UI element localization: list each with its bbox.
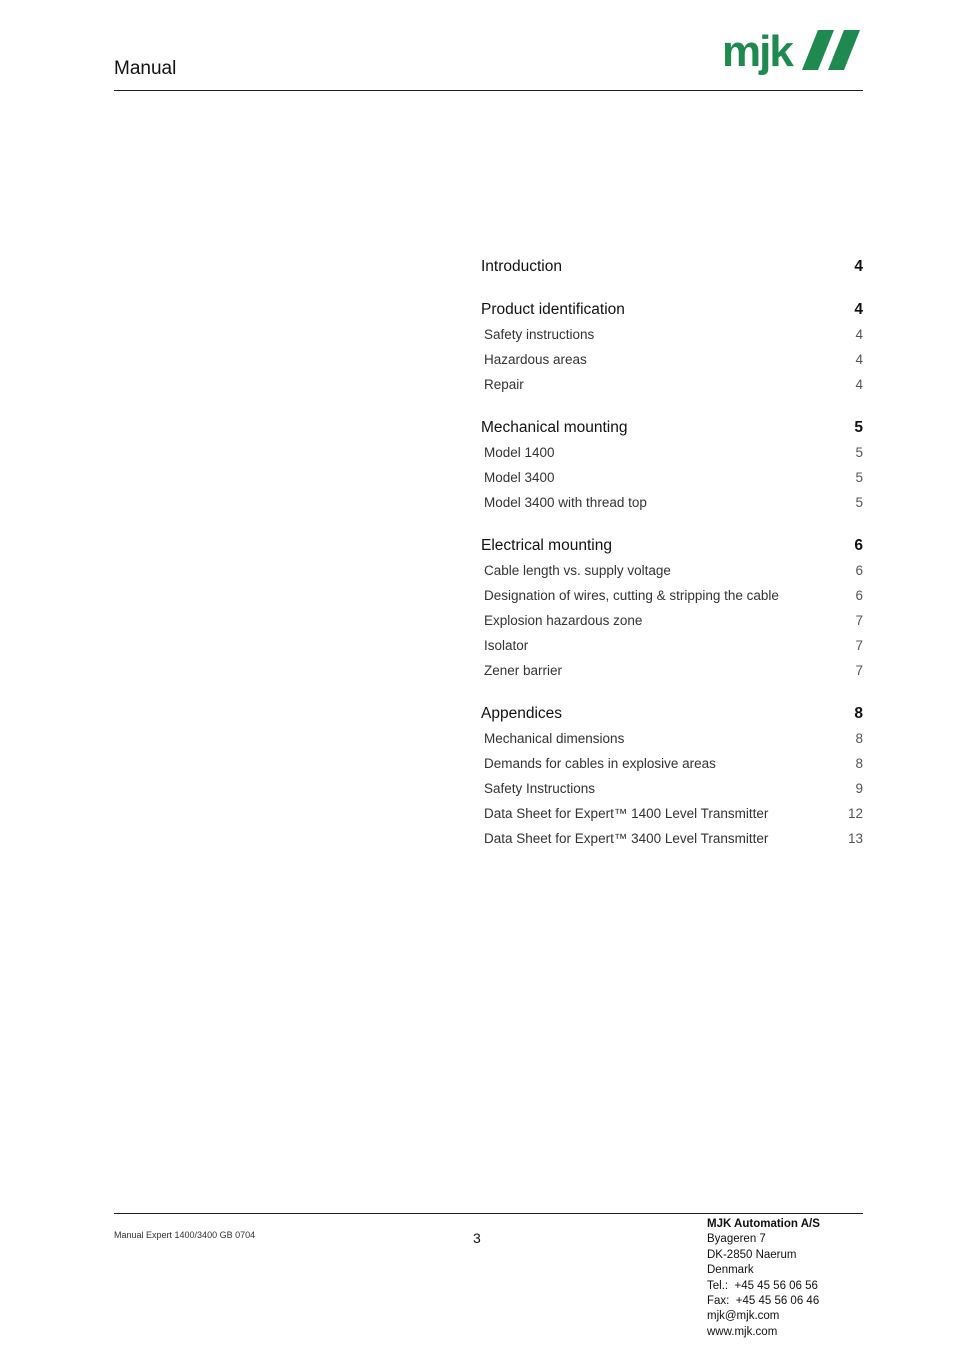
toc-section	[481, 705, 863, 856]
company-name: MJK Automation A/S	[707, 1218, 820, 1230]
toc-entry-label: Safety instructions	[484, 327, 595, 342]
toc-entry-page: 9	[855, 781, 863, 796]
toc-heading	[481, 705, 863, 731]
address-country: Denmark	[707, 1264, 754, 1277]
toc-entry-page: 13	[847, 831, 863, 846]
toc-entry-page: 6	[855, 588, 863, 603]
toc-entry-page: 4	[855, 377, 863, 392]
toc-heading-page: 4	[854, 258, 863, 275]
toc-entry-page: 5	[855, 445, 863, 460]
toc-entry	[481, 781, 863, 806]
table-of-contents	[481, 258, 863, 873]
toc-entry-label: Model 1400	[484, 445, 555, 460]
toc-heading-page: 8	[854, 705, 863, 722]
toc-entry-page: 8	[855, 731, 863, 746]
address-city: DK-2850 Naerum	[707, 1248, 797, 1261]
email-address: mjk@mjk.com	[707, 1310, 780, 1323]
toc-entry-page: 8	[855, 756, 863, 771]
toc-heading-label: Introduction	[481, 258, 562, 275]
toc-entry	[481, 613, 863, 638]
toc-entry	[481, 638, 863, 663]
toc-heading	[481, 258, 863, 284]
company-address	[707, 1217, 820, 1340]
toc-entry-page: 12	[847, 806, 863, 821]
phone-number: Tel.: +45 45 56 06 56	[707, 1279, 818, 1292]
toc-entry-label: Hazardous areas	[484, 352, 587, 367]
toc-entry	[481, 445, 863, 470]
toc-heading-label: Mechanical mounting	[481, 419, 628, 436]
toc-entry-label: Model 3400	[484, 470, 555, 485]
toc-entry-page: 4	[855, 352, 863, 367]
mjk-logo	[722, 26, 864, 82]
toc-entry-page: 6	[855, 563, 863, 578]
toc-entry	[481, 352, 863, 377]
toc-entry	[481, 731, 863, 756]
toc-heading	[481, 301, 863, 327]
toc-heading	[481, 419, 863, 445]
toc-heading-page: 6	[854, 537, 863, 554]
toc-entry	[481, 327, 863, 352]
toc-entry-label: Isolator	[484, 638, 529, 653]
toc-entry-page: 7	[855, 663, 863, 678]
website: www.mjk.com	[707, 1325, 778, 1338]
toc-entry-label: Cable length vs. supply voltage	[484, 563, 671, 578]
toc-entry	[481, 831, 863, 856]
toc-section	[481, 537, 863, 688]
fax-number: Fax: +45 45 56 06 46	[707, 1295, 820, 1308]
toc-heading	[481, 537, 863, 563]
toc-entry-label: Model 3400 with thread top	[484, 495, 647, 510]
header-title: Manual	[114, 58, 177, 79]
toc-section	[481, 419, 863, 520]
toc-entry-label: Repair	[484, 377, 524, 392]
toc-entry	[481, 756, 863, 781]
document-reference: Manual Expert 1400/3400 GB 0704	[114, 1230, 256, 1240]
toc-section	[481, 301, 863, 402]
toc-heading-page: 4	[854, 301, 863, 318]
toc-entry-page: 5	[855, 495, 863, 510]
toc-entry-label: Data Sheet for Expert™ 1400 Level Transmitter	[484, 806, 769, 821]
toc-entry	[481, 663, 863, 688]
toc-entry-page: 4	[855, 327, 863, 342]
toc-entry	[481, 588, 863, 613]
toc-heading-label: Product identification	[481, 301, 625, 318]
toc-entry	[481, 377, 863, 402]
footer-divider	[114, 1213, 863, 1214]
toc-entry-page: 7	[855, 638, 863, 653]
toc-entry-page: 5	[855, 470, 863, 485]
toc-entry-label: Demands for cables in explosive areas	[484, 756, 716, 771]
toc-heading-page: 5	[854, 419, 863, 436]
toc-entry-label: Explosion hazardous zone	[484, 613, 643, 628]
toc-section	[481, 258, 863, 284]
toc-heading-label: Electrical mounting	[481, 537, 612, 554]
toc-entry	[481, 470, 863, 495]
toc-entry	[481, 495, 863, 520]
toc-entry-page: 7	[855, 613, 863, 628]
toc-entry	[481, 806, 863, 831]
header-divider	[114, 90, 863, 91]
toc-entry-label: Data Sheet for Expert™ 3400 Level Transmitter	[484, 831, 769, 846]
page-number: 3	[473, 1230, 481, 1246]
svg-text:mjk: mjk	[722, 27, 792, 76]
address-street: Byageren 7	[707, 1233, 766, 1246]
toc-entry	[481, 563, 863, 588]
toc-entry-label: Mechanical dimensions	[484, 731, 625, 746]
toc-entry-label: Designation of wires, cutting & stripping the cable	[484, 588, 779, 603]
toc-entry-label: Zener barrier	[484, 663, 563, 678]
toc-entry-label: Safety Instructions	[484, 781, 596, 796]
toc-heading-label: Appendices	[481, 705, 563, 722]
